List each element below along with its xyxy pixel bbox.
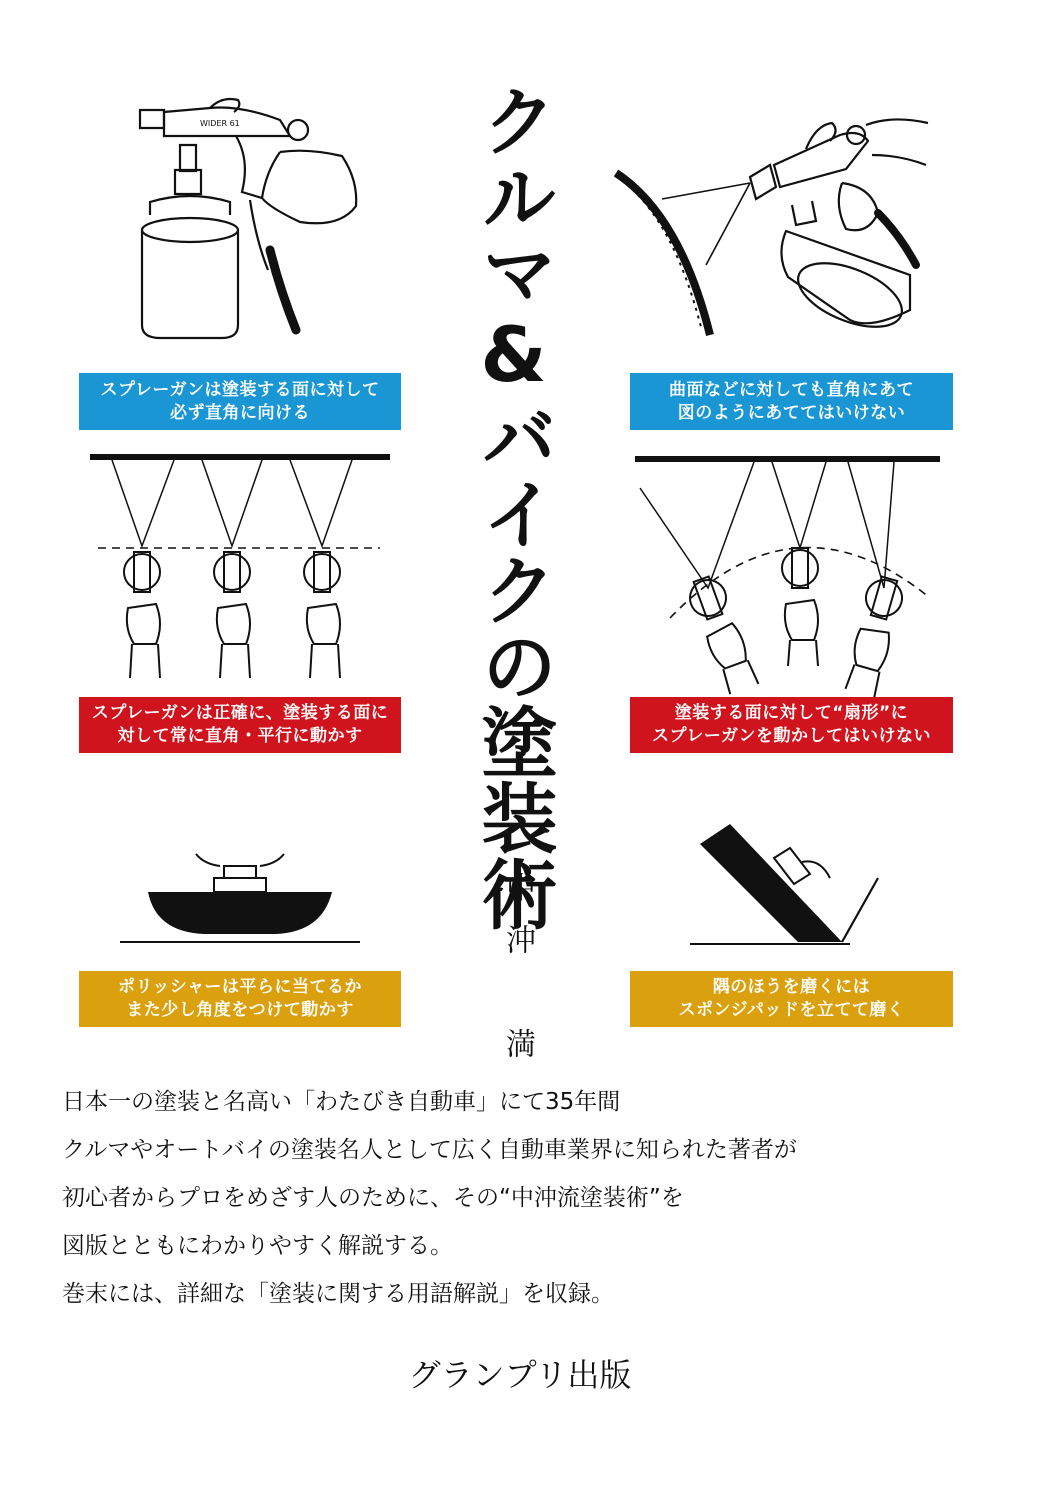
caption-no-fan-motion [630, 697, 953, 753]
fan-spray-movement-illustration [630, 448, 945, 683]
description-line: 図版とともにわかりやすく解説する。 [62, 1233, 453, 1259]
publisher-name: グランプリ出版 [408, 1356, 632, 1394]
book-title: クルマ&バイクの塗装術 [469, 82, 558, 931]
polisher-flat-illustration [120, 850, 360, 945]
spray-gun-label: WIDER 61 [200, 119, 240, 128]
description-line: 巻末には、詳細な「塗装に関する用語解説」を収録。 [62, 1281, 614, 1307]
caption-line: 図のようにあててはいけない [677, 402, 906, 423]
caption-polisher [79, 971, 401, 1027]
caption-line: ポリッシャーは平らに当てるか [118, 977, 362, 997]
sponge-pad-corner-illustration [690, 818, 890, 948]
caption-line: スポンジパッドを立てて磨く [678, 1000, 905, 1020]
description-line: 日本一の塗装と名高い「わたびき自動車」にて35年間 [62, 1089, 621, 1115]
caption-line: スプレーガンは正確に、塗装する面に [91, 703, 389, 723]
book-description [62, 1082, 982, 1322]
caption-move-parallel [79, 697, 401, 753]
caption-line: 必ず直角に向ける [170, 402, 310, 423]
parallel-spray-movement-illustration [90, 448, 395, 683]
caption-line: 対して常に直角・平行に動かす [117, 726, 363, 746]
curved-surface-spray-illustration [610, 95, 935, 350]
description-line: クルマやオートバイの塗装名人として広く自動車業界に知られた著者が [62, 1137, 797, 1163]
caption-line: 隅のほうを磨くには [712, 977, 871, 997]
caption-sponge-pad [630, 971, 953, 1027]
caption-line: スプレーガンは塗装する面に対して [100, 379, 380, 400]
spray-gun-upright-illustration [130, 90, 370, 350]
caption-curved-surface [630, 373, 953, 430]
caption-line: また少し角度をつけて動かす [126, 1000, 354, 1020]
caption-line: 塗装する面に対して“扇形”に [674, 703, 909, 723]
caption-line: 曲面などに対しても直角にあて [669, 379, 914, 400]
caption-spray-perpendicular [79, 373, 401, 430]
author-name: 中沖 満 [500, 872, 535, 1080]
description-line: 初心者からプロをめざす人のために、その“中沖流塗装術”を [62, 1185, 684, 1211]
caption-line: スプレーガンを動かしてはいけない [652, 726, 931, 746]
